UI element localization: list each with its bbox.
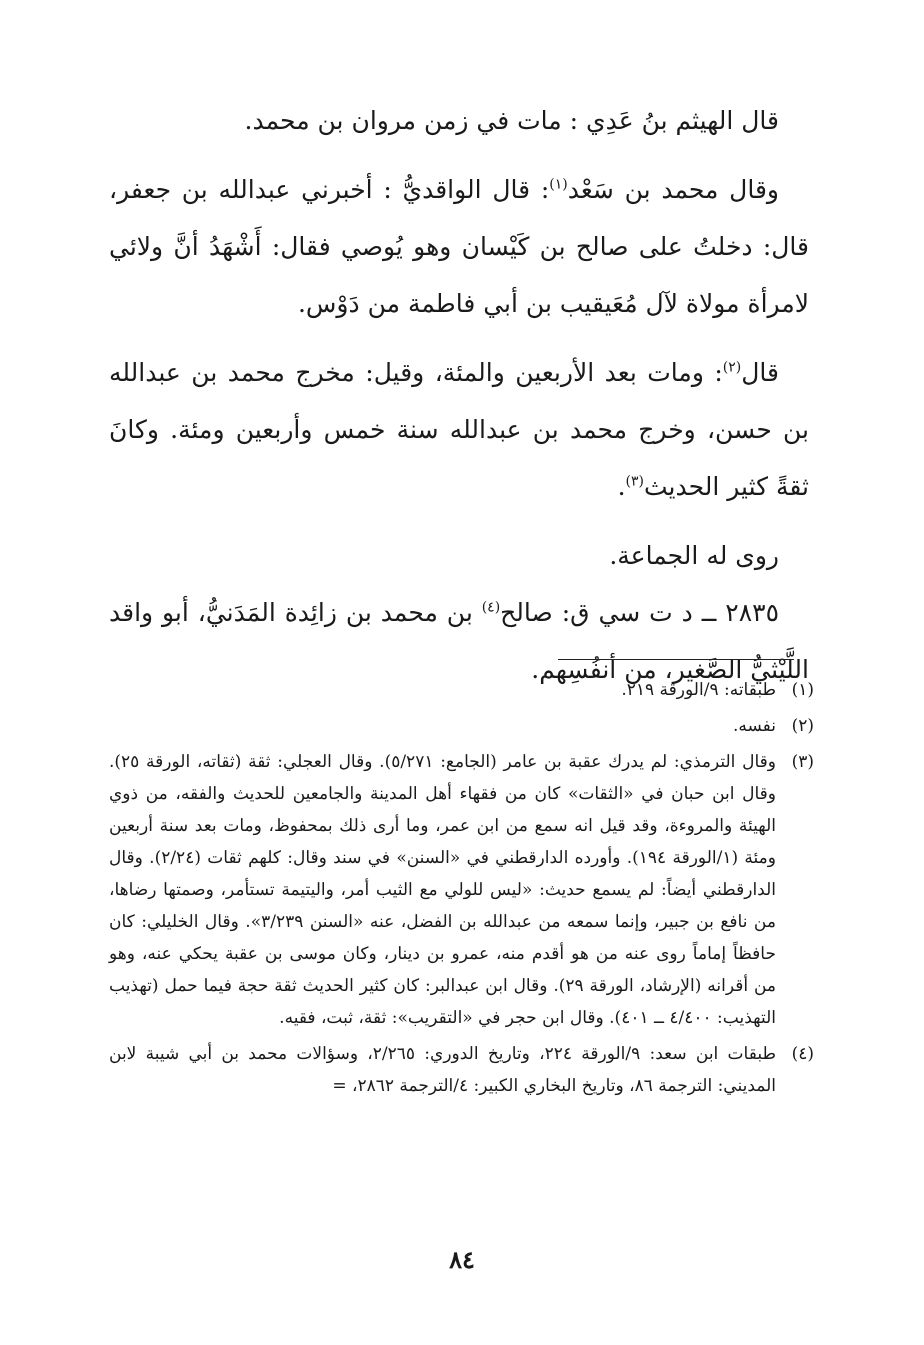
paragraph-text: . — [617, 472, 626, 501]
page-number: ٨٤ — [449, 1245, 475, 1274]
footnote-2 — [109, 710, 814, 742]
footnote-3 — [109, 746, 814, 1034]
footnote-ref: (١) — [549, 176, 568, 193]
paragraph-text: وقال محمد بن سَعْد — [567, 175, 779, 204]
paragraph-2 — [109, 161, 809, 332]
footnote-text: طبقاته: ٩/الورقة ٢١٩. — [621, 680, 776, 700]
paragraph-text: : ومات بعد الأربعين والمئة، وقيل: مخرج محمد بن عبدالله بن حسن، وخرج محمد بن عبدالله سنة خمس وأربعين ومئة. وكانَ ثقةً كثير الحديث — [109, 358, 809, 501]
footnote-1 — [109, 674, 814, 706]
footnote-number: (٤) — [791, 1044, 814, 1064]
paragraph-text: قال — [741, 358, 779, 387]
paragraph-3 — [109, 344, 809, 515]
footnote-text: نفسه. — [732, 716, 776, 736]
footnote-number: (٣) — [791, 752, 814, 772]
footnote-number: (١) — [791, 680, 814, 700]
paragraph-text: بن محمد بن زائِدة المَدَنيُّ، أبو واقد اللَّيْثيُّ الصَّغير، من أنفُسِهم. — [109, 598, 809, 684]
footnote-text: طبقات ابن سعد: ٩/الورقة ٢٢٤، وتاريخ الدوري: ٢/٢٦٥، وسؤالات محمد بن أبي شيبة لابن المديني: الترجمة ٨٦، وتاريخ البخاري الكبير: ٤/الترجمة ٢٨٦٢، = — [109, 1044, 776, 1096]
paragraph-text: ٢٨٣٥ ــ د ت سي ق: صالح — [500, 598, 779, 627]
footnote-4 — [109, 1038, 814, 1102]
footnote-text: وقال الترمذي: لم يدرك عقبة بن عامر (الجامع: ٥/٢٧١). وقال العجلي: ثقة (ثقاته، الورقة ٢٥). وقال ابن حبان في «الثقات» كان من فقهاء أهل المدينة والجامعين للحديث والفقه، من ذوي الهيئة والمروءة، وقد قيل انه سمع من ابن عمر، وما أرى ذلك بمحفوظ، ومات بعد سنة أربعين ومئة (١/الورقة ١٩٤). وأورده الدارقطني في «السنن» في سند وقال: كلهم ثقات (٢/٢٤). وقال الدارقطني أيضاً: لم يسمع حديث: «ليس للولي مع الثيب أمر، واليتيمة تستأمر، وصمتها رضاها، من نافع بن جبير، وإنما سمعه من عبدالله بن الفضل، عنه «السنن ٣/٢٣٩». وقال الخليلي: كان حافظاً إماماً روى عنه من هو أقدم منه، عمرو بن دينار، وكان موسى بن عقبة يحكي عنه، وهو من أقرانه (الإرشاد، الورقة ٢٩). وقال ابن عبدالبر: كان كثير الحديث ثقة حجة فيما حمل (تهذيب التهذيب: ٤/٤٠٠ ــ ٤٠١). وقال ابن حجر في «التقريب»: ثقة، ثبت، فقيه. — [109, 752, 777, 1028]
paragraph-4 — [109, 527, 809, 584]
footnote-ref: (٣) — [625, 473, 644, 490]
paragraph-text: روى له الجماعة. — [609, 541, 779, 570]
footnote-ref: (٤) — [481, 599, 501, 616]
main-text — [109, 92, 809, 698]
footnote-ref: (٢) — [722, 359, 742, 376]
paragraph-text: قال الهيثم بنُ عَدِي : مات في زمن مروان بن محمد. — [244, 106, 779, 135]
footnote-number: (٢) — [791, 716, 814, 736]
paragraph-text: : قال الواقديُّ : أخبرني عبدالله بن جعفر، قال: دخلتُ على صالح بن كَيْسان وهو يُوصي فقال: أَشْهَدُ أنَّ ولائي لامرأة مولاة لآل مُعَيقيب بن أبي فاطمة من دَوْس. — [109, 175, 809, 318]
paragraph-1 — [109, 92, 809, 149]
footnotes — [109, 674, 814, 1106]
footnote-divider — [558, 659, 794, 660]
